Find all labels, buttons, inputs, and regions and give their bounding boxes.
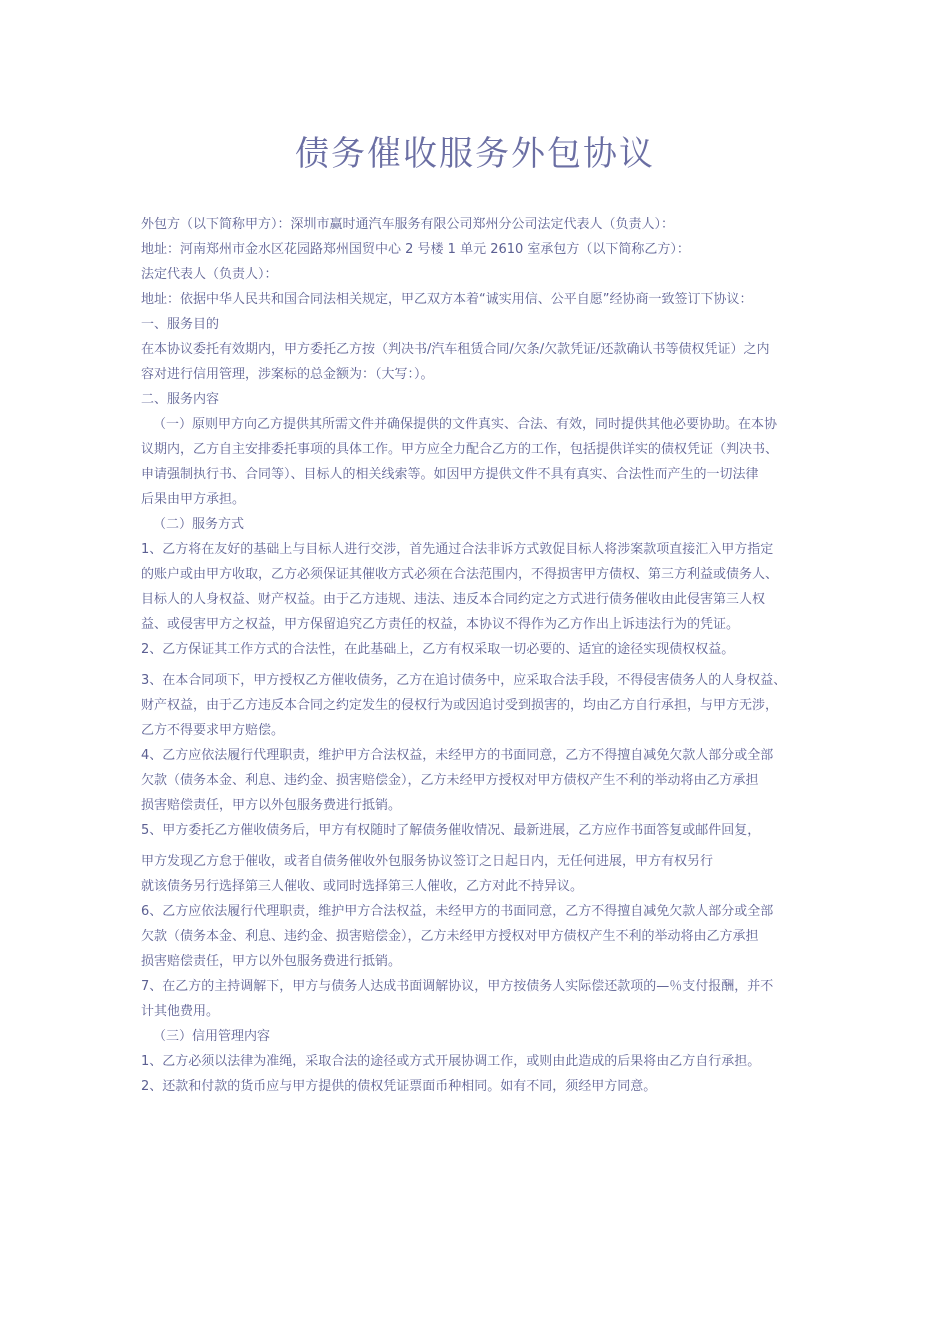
section-heading: 二、服务内容 — [141, 392, 220, 407]
clause-line: 1、乙方将在友好的基础上与目标人进行交涉，首先通过合法非诉方式敦促目标人将涉案款项直接汇入甲方指定 — [141, 542, 774, 557]
legal-representative-line: 法定代表人（负责人）： — [141, 267, 278, 282]
clause-line: 益、或侵害甲方之权益，甲方保留追究乙方责任的权益，本协议不得作为乙方作出上诉违法行为的凭证。 — [141, 617, 740, 632]
clause-line: 的账户或由甲方收取，乙方必须保证其催收方式必须在合法范围内，不得损害甲方债权、第三方利益或债务人、 — [141, 567, 779, 582]
clause-line: 甲方发现乙方怠于催收，或者自债务催收外包服务协议签订之日起日内，无任何进展，甲方有权另行 — [141, 854, 714, 869]
section-heading: 一、服务目的 — [141, 317, 220, 332]
paragraph-line: 后果由甲方承担。 — [141, 492, 246, 507]
address-line: 地址：河南郑州市金水区花园路郑州国贸中心 2 号楼 1 单元 2610 室承包方（以下简称乙方）： — [141, 242, 690, 257]
paragraph-line: 在本协议委托有效期内，甲方委托乙方按（判决书/汽车租赁合同/欠条/欠款凭证/还款确认书等债权凭证）之内 — [141, 342, 770, 357]
party-a-line: 外包方（以下简称甲方）：深圳市赢时通汽车服务有限公司郑州分公司法定代表人（负责人）： — [141, 217, 675, 232]
subsection-heading: （二）服务方式 — [153, 517, 245, 532]
clause-line: 4、乙方应依法履行代理职责，维护甲方合法权益，未经甲方的书面同意，乙方不得擅自减免欠款人部分或全部 — [141, 748, 774, 763]
clause-line: 5、甲方委托乙方催收债务后，甲方有权随时了解债务催收情况、最新进展，乙方应作书面答复或邮件回复， — [141, 823, 761, 838]
clause-line: 损害赔偿责任，甲方以外包服务费进行抵销。 — [141, 798, 402, 813]
document-title: 债务催收服务外包协议 — [295, 134, 655, 174]
clause-line: 6、乙方应依法履行代理职责，维护甲方合法权益，未经甲方的书面同意，乙方不得擅自减免欠款人部分或全部 — [141, 904, 774, 919]
preamble-line: 地址：依据中华人民共和国合同法相关规定，甲乙双方本着“诚实用信、公平自愿”经协商一致签订下协议： — [141, 292, 753, 307]
clause-line: 财产权益，由于乙方违反本合同之约定发生的侵权行为或因追讨受到损害的，均由乙方自行承担，与甲方无涉， — [141, 698, 779, 713]
document-body — [141, 212, 841, 1099]
paragraph-line: 申请强制执行书、合同等）、目标人的相关线索等。如因甲方提供文件不具有真实、合法性而产生的一切法律 — [141, 467, 759, 482]
paragraph-line: 容对进行信用管理，涉案标的总金额为：（大写：）。 — [141, 367, 434, 382]
clause-line: 3、在本合同项下，甲方授权乙方催收债务，乙方在追讨债务中，应采取合法手段，不得侵害债务人的人身权益、 — [141, 673, 787, 688]
paragraph-line: （一）原则甲方向乙方提供其所需文件并确保提供的文件真实、合法、有效，同时提供其他必要协助。在本协 — [153, 417, 778, 432]
clause-line: 乙方不得要求甲方赔偿。 — [141, 723, 285, 738]
subsection-heading: （三）信用管理内容 — [153, 1029, 271, 1044]
clause-line: 2、还款和付款的货币应与甲方提供的债权凭证票面币种相同。如有不同，须经甲方同意。 — [141, 1079, 657, 1094]
clause-line: 7、在乙方的主持调解下，甲方与债务人达成书面调解协议，甲方按债务人实际偿还款项的—％支付报酬，并不 — [141, 979, 774, 994]
clause-line: 计其他费用。 — [141, 1004, 220, 1019]
clause-line: 欠款（债务本金、利息、违约金、损害赔偿金），乙方未经甲方授权对甲方债权产生不利的举动将由乙方承担 — [141, 773, 759, 788]
clause-line: 2、乙方保证其工作方式的合法性，在此基础上，乙方有权采取一切必要的、适宜的途径实现债权权益。 — [141, 642, 735, 657]
clause-line: 损害赔偿责任，甲方以外包服务费进行抵销。 — [141, 954, 402, 969]
paragraph-line: 议期内，乙方自主安排委托事项的具体工作。甲方应全力配合乙方的工作，包括提供详实的债权凭证（判决书、 — [141, 442, 779, 457]
clause-line: 1、乙方必须以法律为准绳，采取合法的途径或方式开展协调工作，或则由此造成的后果将由乙方自行承担。 — [141, 1054, 761, 1069]
clause-line: 目标人的人身权益、财产权益。由于乙方违规、违法、违反本合同约定之方式进行债务催收由此侵害第三人权 — [141, 592, 766, 607]
clause-line: 欠款（债务本金、利息、违约金、损害赔偿金），乙方未经甲方授权对甲方债权产生不利的举动将由乙方承担 — [141, 929, 759, 944]
clause-line: 就该债务另行选择第三人催收、或同时选择第三人催收，乙方对此不持异议。 — [141, 879, 584, 894]
